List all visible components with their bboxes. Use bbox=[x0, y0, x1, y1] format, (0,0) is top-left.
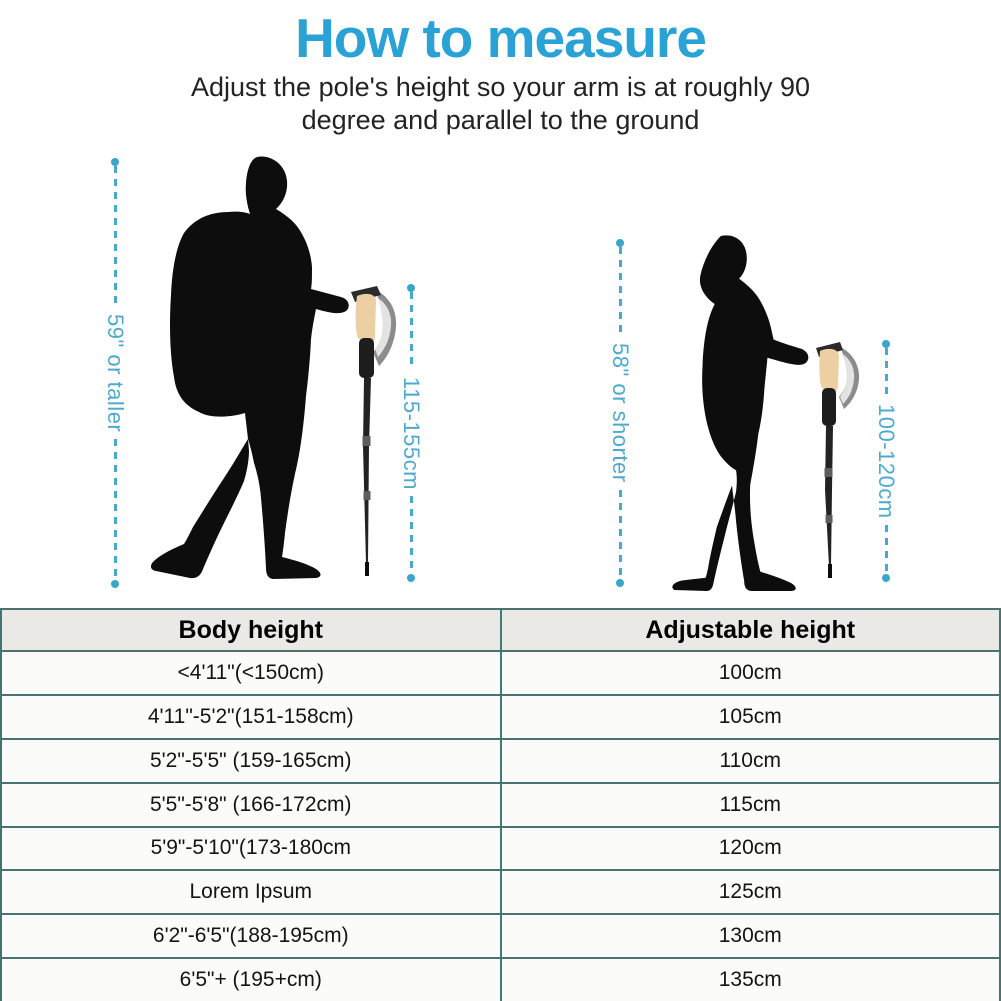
adjustable-height-cell: 110cm bbox=[502, 740, 1000, 782]
trekking-pole-left-icon bbox=[345, 286, 405, 578]
measure-dot-icon bbox=[616, 239, 624, 247]
size-chart-table bbox=[0, 608, 1001, 1001]
body-height-cell: 6'5"+ (195+cm) bbox=[2, 959, 502, 1001]
body-height-cell: 6'2"-6'5"(188-195cm) bbox=[2, 915, 502, 957]
subtitle bbox=[161, 71, 841, 137]
body-height-cell: 5'5"-5'8" (166-172cm) bbox=[2, 784, 502, 826]
body-height-cell: <4'11"(<150cm) bbox=[2, 652, 502, 694]
table-row bbox=[2, 826, 999, 870]
dashed-line bbox=[885, 525, 888, 574]
table-row bbox=[2, 913, 999, 957]
measure-line-right-height bbox=[606, 239, 634, 587]
dashed-line bbox=[410, 292, 413, 370]
body-height-cell: 5'9"-5'10"(173-180cm bbox=[2, 828, 502, 870]
measure-dot-icon bbox=[111, 580, 119, 588]
column-header-adjustable-height: Adjustable height bbox=[502, 610, 1000, 650]
hiker-short-silhouette bbox=[648, 233, 818, 593]
dashed-line bbox=[410, 496, 413, 574]
subtitle-line-1: Adjust the pole's height so your arm is at roughly 90 bbox=[191, 72, 810, 102]
subtitle-line-2: degree and parallel to the ground bbox=[301, 105, 700, 135]
measure-dot-icon bbox=[616, 579, 624, 587]
measure-dot-icon bbox=[407, 574, 415, 582]
table-row bbox=[2, 957, 999, 1001]
table-row bbox=[2, 738, 999, 782]
table-row bbox=[2, 650, 999, 694]
measure-line-right-pole bbox=[872, 340, 900, 582]
measure-label-left-pole: 115-155cm bbox=[399, 376, 424, 490]
dashed-line bbox=[885, 348, 888, 397]
body-height-cell: Lorem Ipsum bbox=[2, 871, 502, 913]
page-title: How to measure bbox=[295, 7, 706, 69]
hiker-tall-silhouette bbox=[148, 156, 350, 586]
measure-dot-icon bbox=[111, 158, 119, 166]
measure-line-left-height bbox=[101, 158, 129, 588]
measure-label-left-height: 59" or taller bbox=[103, 313, 128, 433]
dashed-line bbox=[114, 439, 117, 580]
table-row bbox=[2, 782, 999, 826]
trekking-pole-right-icon bbox=[812, 340, 867, 580]
dashed-line bbox=[619, 247, 622, 336]
adjustable-height-cell: 105cm bbox=[502, 696, 1000, 738]
dashed-line bbox=[619, 490, 622, 579]
body-height-cell: 4'11"-5'2"(151-158cm) bbox=[2, 696, 502, 738]
adjustable-height-cell: 125cm bbox=[502, 871, 1000, 913]
measure-label-right-pole: 100-120cm bbox=[874, 403, 899, 519]
adjustable-height-cell: 120cm bbox=[502, 828, 1000, 870]
table-header-row bbox=[2, 610, 999, 650]
adjustable-height-cell: 115cm bbox=[502, 784, 1000, 826]
measure-line-left-pole bbox=[397, 284, 425, 582]
measure-dot-icon bbox=[882, 574, 890, 582]
body-height-cell: 5'2"-5'5" (159-165cm) bbox=[2, 740, 502, 782]
measure-label-right-height: 58" or shorter bbox=[608, 343, 633, 483]
adjustable-height-cell: 135cm bbox=[502, 959, 1000, 1001]
measure-dot-icon bbox=[407, 284, 415, 292]
column-header-body-height: Body height bbox=[2, 610, 502, 650]
table-row bbox=[2, 869, 999, 913]
dashed-line bbox=[114, 166, 117, 307]
adjustable-height-cell: 130cm bbox=[502, 915, 1000, 957]
measure-dot-icon bbox=[882, 340, 890, 348]
table-row bbox=[2, 694, 999, 738]
adjustable-height-cell: 100cm bbox=[502, 652, 1000, 694]
